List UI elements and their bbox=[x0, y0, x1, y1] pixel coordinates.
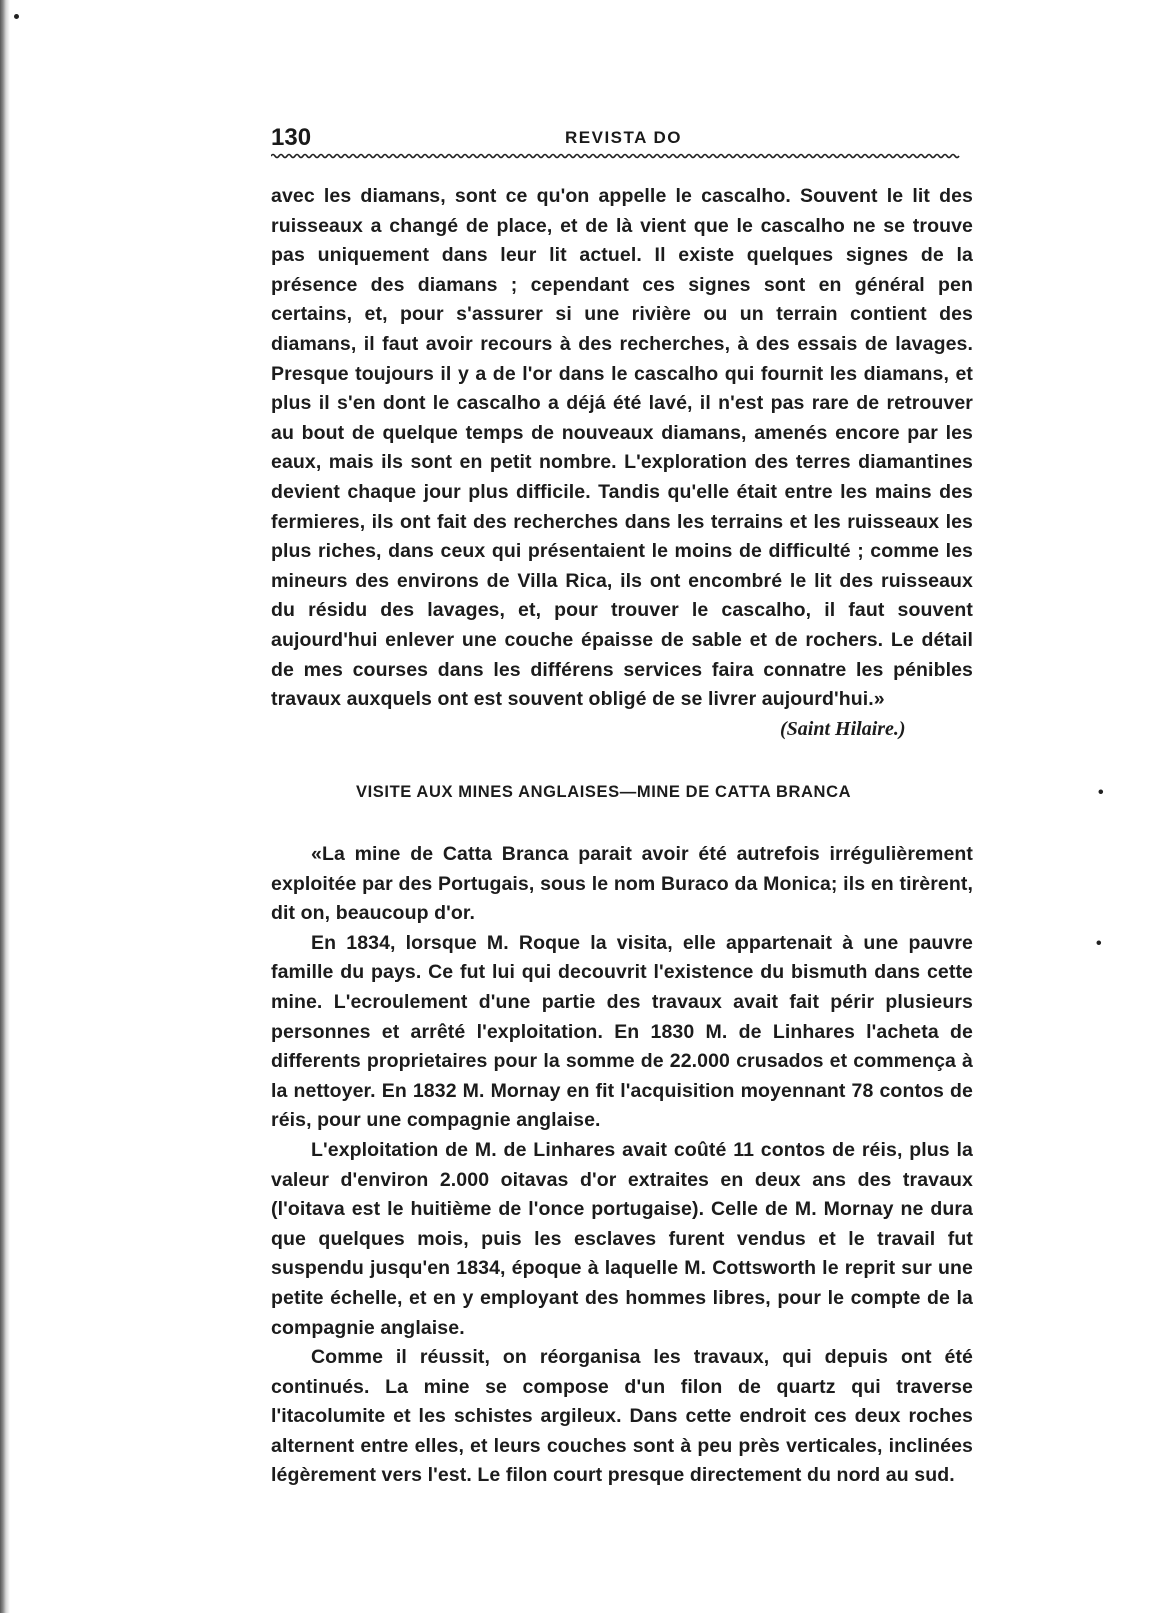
section-heading: VISITE AUX MINES ANGLAISES—MINE DE CATTA BRANCA bbox=[356, 783, 852, 801]
author-signature: (Saint Hilaire.) bbox=[780, 718, 906, 740]
running-header bbox=[271, 124, 961, 156]
section-body bbox=[271, 840, 973, 1491]
paragraph-2-text: «La mine de Catta Branca parait avoir été autrefois irrégulièrement exploitée par des Portugais, sous le nom Buraco da Monica; ils en tirèrent, dit on, beaucoup d'or. bbox=[271, 843, 973, 925]
paragraph-5-text: Comme il réussit, on réorganisa les travaux, qui depuis ont été continués. La mine se compose d'un filon de quartz qui traverse l'itacolumite et les schistes argileux. Dans cette endroit ces deux roches alternent entre elles, et leurs couches sont à peu près verticales, inclinées légèrement vers l'est. Le filon court presque directement du nord au sud. bbox=[271, 1346, 973, 1487]
paragraph-3-text: En 1834, lorsque M. Roque la visita, elle appartenait à une pauvre famille du pays. Ce fut lui qui decouvrit l'existence du bismuth dans cette mine. L'ecroulement d'une partie des travaux avait fait périr plusieurs personnes et arrêté l'exploitation. En 1830 M. de Linhares l'acheta de differents proprietaires pour la somme de 22.000 crusados et commença à la nettoyer. En 1832 M. Mornay en fit l'acquisition moyennant 78 contos de réis, pour une compagnie anglaise. bbox=[271, 931, 973, 1132]
margin-mark: • bbox=[1098, 784, 1104, 801]
running-title: REVISTA DO bbox=[565, 128, 683, 147]
paragraph-4-text: L'exploitation de M. de Linhares avait coûté 11 contos de réis, plus la valeur d'environ 2.000 oitavas d'or extraites en deux ans des travaux (l'oitava est le huitième de l'once portugaise). Celle de M. Mornay ne dura que quelques mois, puis les esclaves furent vendus et le travail fut suspendu jusqu'en 1834, époque à laquelle M. Cottsworth le reprit sur une petite échelle, et en y employant des hommes libres, pour le compte de la compagnie anglaise. bbox=[271, 1138, 973, 1339]
scan-speck bbox=[14, 14, 19, 19]
margin-mark: • bbox=[1096, 935, 1102, 952]
paragraph-1-text: avec les diamans, sont ce qu'on appelle le cascalho. Souvent le lit des ruisseaux a changé de place, et de là vient que le cascalho ne se trouve pas uniquement dans leur lit actuel. Il existe quelques signes de la présence des diamans ; cependant ces signes sont en général pen certains, et, pour s'assurer si une rivière ou un terrain contient des diamans, il faut avoir recours à des recherches, à des essais de lavages. Presque toujours il y a de l'or dans le cascalho qui fournit les diamans, et plus il s'en dont le cascalho a déjá été lavé, il n'est pas rare de retrouver au bout de quelque temps de nouveaux diamans, amenés encore par les eaux, mais ils sont en petit nombre. L'exploration des terres diamantines devient chaque jour plus difficile. Tandis qu'elle était entre les mains des fermieres, ils ont fait des recherches dans les terrains et les ruisseaux les plus riches, dans ceux qui présentaient le moins de difficulté ; comme les mineurs des environs de Villa Rica, ils ont encombré le lit des ruisseaux du résidu des lavages, et, pour trouver le cascalho, il faut souvent aujourd'hui enlever une couche épaisse de sable et de rochers. Le détail de mes courses dans les différens services faira connatre les pénibles travaux auxquels ont est souvent obligé de se livrer aujourd'hui.» bbox=[271, 185, 973, 711]
header-rule bbox=[271, 153, 961, 159]
scan-left-edge bbox=[0, 0, 10, 1613]
paragraph-continuation bbox=[271, 182, 973, 715]
page-number: 130 bbox=[271, 124, 312, 151]
